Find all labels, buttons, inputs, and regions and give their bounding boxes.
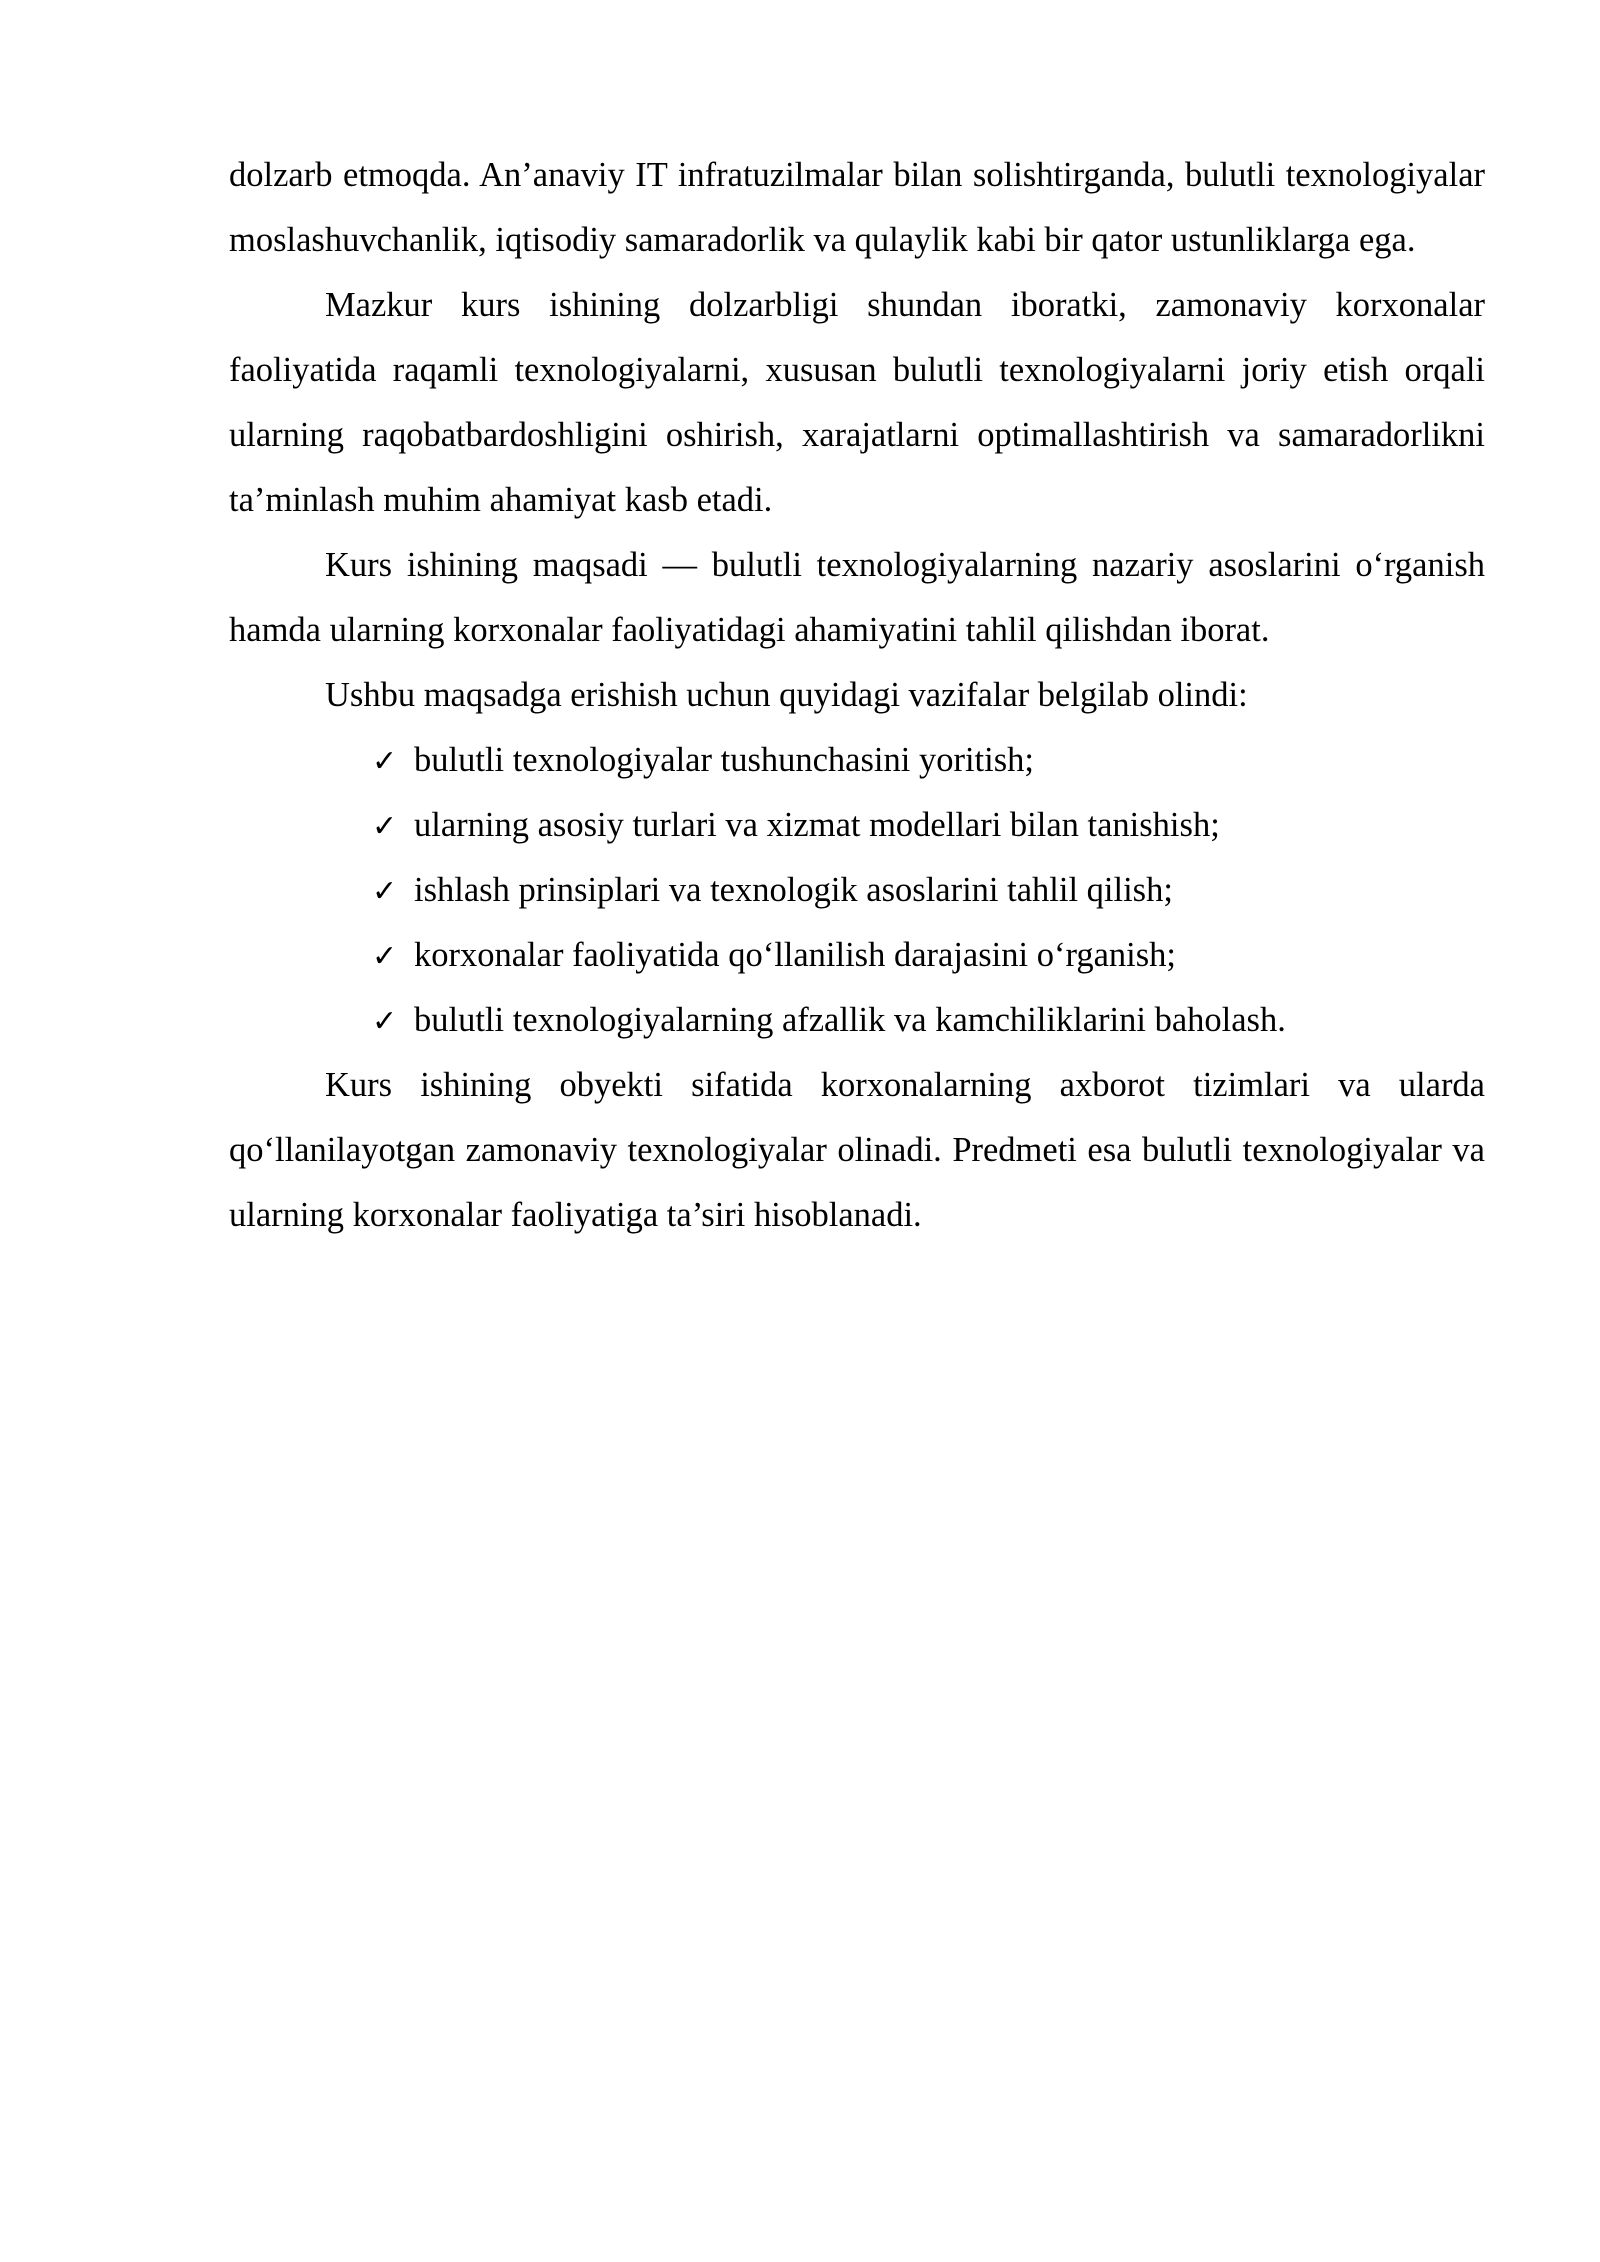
check-icon: ✓	[372, 809, 398, 844]
paragraph-tasks-intro: Ushbu maqsadga erishish uchun quyidagi vazifalar belgilab olindi:	[325, 676, 1248, 714]
check-icon: ✓	[372, 874, 398, 909]
check-icon: ✓	[372, 744, 398, 779]
page-body	[229, 143, 1485, 1248]
paragraph-object-subject: Kurs ishining obyekti sifatida korxonalarning axborot tizimlari va ularda qo‘llanilayotgan zamonaviy texnologiyalar olinadi. Predmeti esa bulutli texnologiyalar va ularning korxonalar faoliyatiga ta’siri hisoblanadi.	[229, 1066, 1485, 1234]
list-item-text: korxonalar faoliyatida qo‘llanilish darajasini o‘rganish;	[414, 936, 1176, 974]
list-item	[229, 923, 1485, 988]
list-item-text: ishlash prinsiplari va texnologik asoslarini tahlil qilish;	[414, 871, 1173, 909]
paragraph-goal: Kurs ishining maqsadi — bulutli texnologiyalarning nazariy asoslarini o‘rganish hamda ularning korxonalar faoliyatidagi ahamiyatini tahlil qilishdan iborat.	[229, 546, 1485, 649]
list-item	[229, 728, 1485, 793]
list-item	[229, 988, 1485, 1053]
task-list	[229, 728, 1485, 1053]
paragraph-relevance: Mazkur kurs ishining dolzarbligi shundan iboratki, zamonaviy korxonalar faoliyatida raqamli texnologiyalarni, xususan bulutli texnologiyalarni joriy etish orqali ularning raqobatbardoshligini oshirish, xarajatlarni optimallashtirish va samaradorlikni ta’minlash muhim ahamiyat kasb etadi.	[229, 286, 1485, 519]
paragraph-intro-continued: dolzarb etmoqda. An’anaviy IT infratuzilmalar bilan solishtirganda, bulutli texnologiyalar moslashuvchanlik, iqtisodiy samaradorlik va qulaylik kabi bir qator ustunliklarga ega.	[229, 156, 1485, 259]
check-icon: ✓	[372, 1004, 398, 1039]
check-icon: ✓	[372, 939, 398, 974]
list-item	[229, 793, 1485, 858]
list-item	[229, 858, 1485, 923]
list-item-text: bulutli texnologiyalar tushunchasini yoritish;	[414, 741, 1034, 779]
list-item-text: ularning asosiy turlari va xizmat modellari bilan tanishish;	[414, 806, 1220, 844]
list-item-text: bulutli texnologiyalarning afzallik va kamchiliklarini baholash.	[414, 1001, 1286, 1039]
